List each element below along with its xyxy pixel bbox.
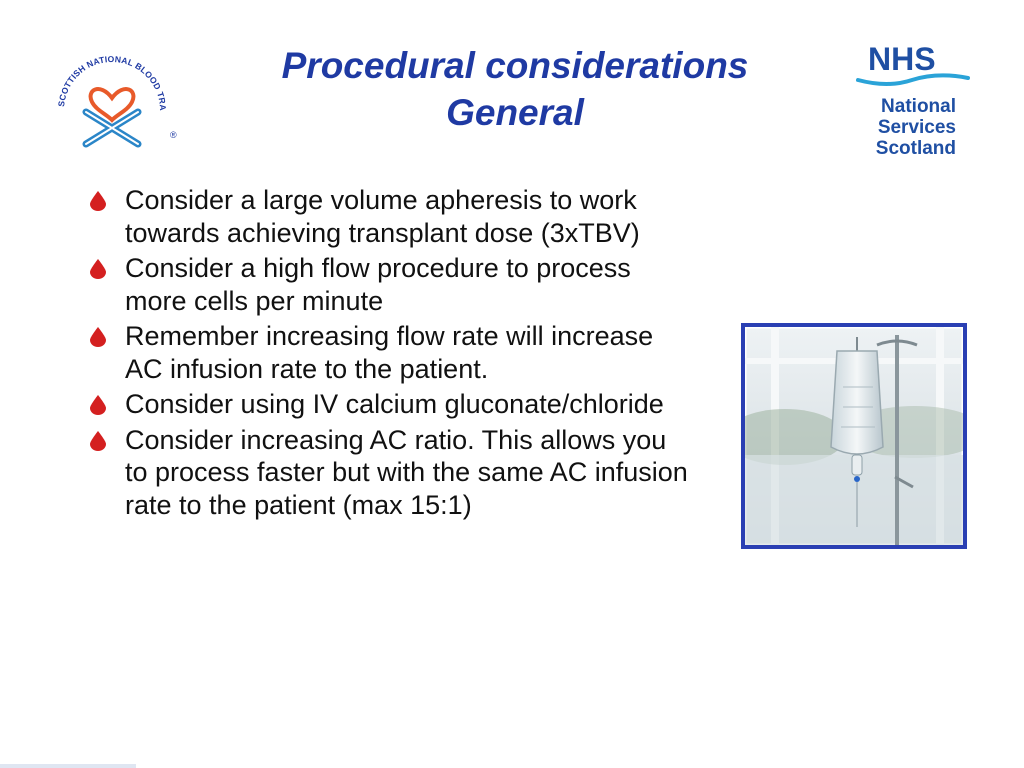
nhs-logo xyxy=(852,40,972,162)
registered-mark: ® xyxy=(170,130,177,140)
title-line-2: General xyxy=(446,92,584,133)
blood-drop-icon xyxy=(90,327,106,347)
blood-drop-icon xyxy=(90,191,106,211)
snbts-logo xyxy=(42,40,182,152)
bullet-text: Consider increasing AC ratio. This allows you to process faster but with the same AC infusion rate to the patient (max 15:1) xyxy=(125,424,688,520)
bullet-text: Remember increasing flow rate will increase AC infusion rate to the patient. xyxy=(125,321,654,384)
nhs-mark: NHS xyxy=(868,41,936,77)
bullet-list xyxy=(90,184,690,524)
nhs-line-2: Services xyxy=(877,117,956,138)
bullet-item xyxy=(90,388,690,421)
bullet-text: Consider using IV calcium gluconate/chloride xyxy=(125,389,664,419)
bullet-item xyxy=(90,320,690,385)
iv-drip-bag-photo-icon xyxy=(745,327,963,545)
bullet-text: Consider a large volume apheresis to work towards achieving transplant dose (3xTBV) xyxy=(125,185,640,248)
nhs-line-3: Scotland xyxy=(875,138,956,159)
blood-drop-icon xyxy=(90,259,106,279)
snbts-heart-saltire-logo-icon xyxy=(42,40,182,152)
title-line-1: Procedural considerations xyxy=(281,45,749,86)
iv-drip-photo xyxy=(741,323,967,549)
blood-drop-icon xyxy=(90,431,106,451)
bullet-item xyxy=(90,252,690,317)
slide-title xyxy=(190,42,840,136)
bullet-text: Consider a high flow procedure to process more cells per minute xyxy=(125,253,631,316)
blood-drop-icon xyxy=(90,395,106,415)
nhs-logo-icon xyxy=(852,40,972,162)
footer-divider xyxy=(0,764,136,768)
bullet-item xyxy=(90,424,690,522)
bullet-item xyxy=(90,184,690,249)
snbts-arc-text: SCOTTISH NATIONAL BLOOD TRA xyxy=(56,53,169,112)
nhs-line-1: National xyxy=(881,96,956,117)
